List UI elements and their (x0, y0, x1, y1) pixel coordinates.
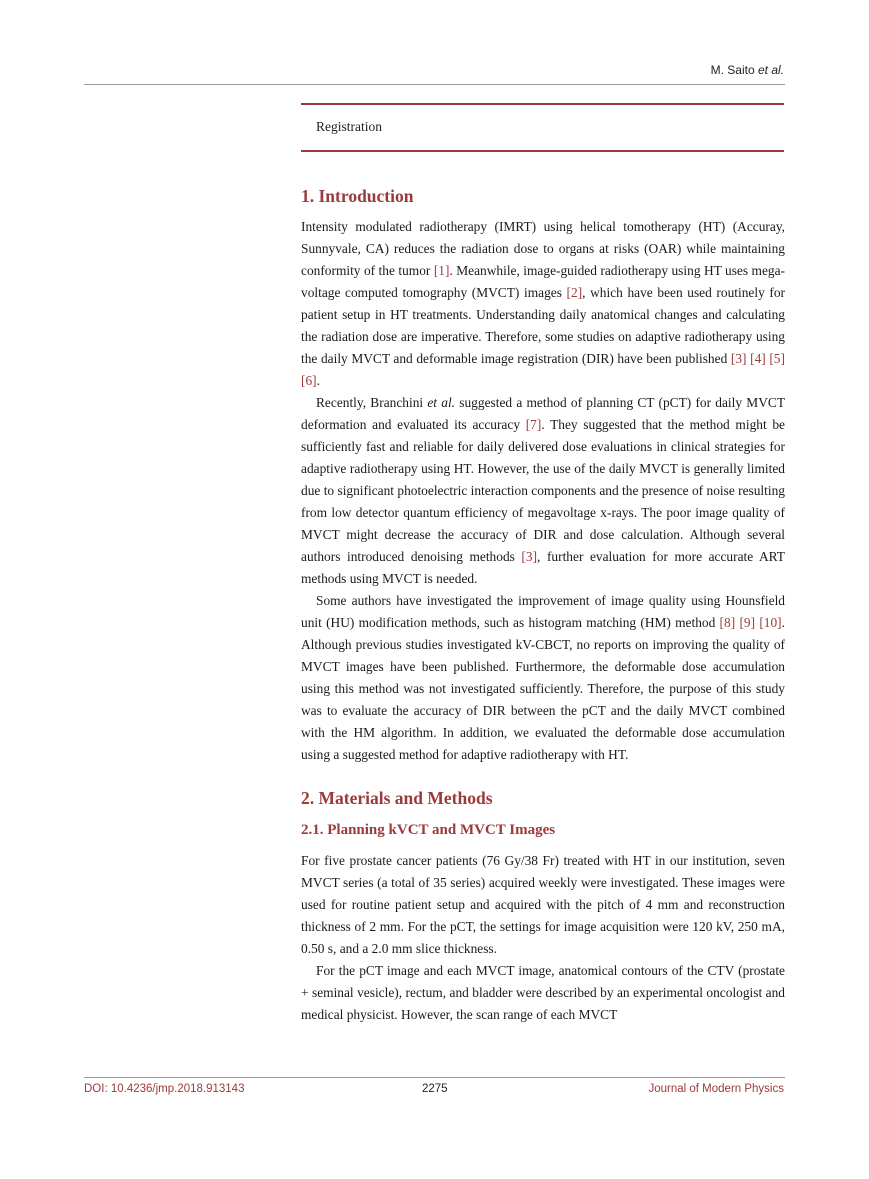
running-header-author (711, 63, 784, 77)
author-suffix: et al. (757, 63, 784, 77)
keywords-box (301, 103, 784, 152)
section-heading-introduction: 1. Introduction (301, 186, 414, 206)
header-divider (84, 84, 785, 85)
keywords-text: Registration (316, 119, 382, 134)
citation-link[interactable]: [3] (730, 351, 747, 366)
methods-paragraph-2: For the pCT image and each MVCT image, anatomical contours of the CTV (prostate + seminal vesicle), rectum, and bladder were described by an experimental oncologist and medical physicist. However, the scan range of each MVCT (301, 963, 785, 1022)
footer-divider (84, 1077, 785, 1078)
author-name: M. Saito (710, 63, 755, 77)
citation-link[interactable]: [8] (719, 615, 736, 630)
citation-link[interactable]: [6] (301, 373, 317, 388)
intro-paragraph-2: Recently, Branchini et al. suggested a method of planning CT (pCT) for daily MVCT deformation and evaluated its accuracy [7]. They suggested that the method might be sufficiently fast and reliable for daily delivered dose evaluations in clinical strategies for adaptive radiotherapy using HT. However, the use of the daily MVCT is generally limited due to significant photoelectric interaction components and the presence of noise resulting from low detector quantum efficiency of megavoltage x-rays. The poor image quality of MVCT might decrease the accuracy of DIR and dose calculation. Although several authors introduced denoising methods [3], further evaluation for more accurate ART methods using MVCT is needed. (301, 395, 785, 586)
citation-link[interactable]: [4] (750, 351, 766, 366)
footer-journal-link[interactable]: Journal of Modern Physics (648, 1083, 784, 1095)
citation-link[interactable]: [10] (759, 615, 782, 630)
article-body (301, 182, 785, 1026)
citation-link[interactable]: [1] (433, 263, 450, 278)
citation-link[interactable]: [2] (566, 285, 583, 300)
citation-link[interactable]: [5] (769, 351, 785, 366)
methods-paragraph-1: For five prostate cancer patients (76 Gy/38 Fr) treated with HT in our institution, seven MVCT series (a total of 35 series) acquired weekly were investigated. These images were used for routine patient setup and acquired with the pitch of 4 mm and reconstruction thickness of 2 mm. For the pCT, the settings for image acquisition were 120 kV, 250 mA, 0.50 s, and a 2.0 mm slice thickness. (301, 853, 785, 956)
page-number: 2275 (422, 1083, 448, 1095)
subsection-heading-images: 2.1. Planning kVCT and MVCT Images (301, 822, 556, 838)
footer-doi-link[interactable]: DOI: 10.4236/jmp.2018.913143 (84, 1083, 245, 1095)
intro-paragraph-1: Intensity modulated radiotherapy (IMRT) using helical tomotherapy (HT) (Accuray, Sunnyvale, CA) reduces the radiation dose to organs at risks (OAR) while maintaining conformity of the tumor [1]. Meanwhile, image-guided radiotherapy using HT uses mega-voltage computed tomography (MVCT) images [2], which have been used routinely for patient setup in HT treatments. Understanding daily anatomical changes and calculating the radiation dose are imperative. Therefore, some studies on adaptive radiotherapy using the daily MVCT and deformable image registration (DIR) have been published [3] [4] [5] [6]. (301, 219, 785, 388)
citation-link[interactable]: [3] (521, 549, 538, 564)
citation-link[interactable]: [9] (739, 615, 756, 630)
intro-paragraph-3: Some authors have investigated the improvement of image quality using Hounsfield unit (HU) modification methods, such as histogram matching (HM) method [8] [9] [10]. Although previous studies investigated kV-CBCT, no reports on improving the quality of MVCT images have been published. Furthermore, the deformable dose accumulation using this method was not investigated sufficiently. Therefore, the purpose of this study was to evaluate the accuracy of DIR between the pCT and the daily MVCT combined with the HM algorithm. In addition, we evaluated the deformable dose accumulation using a suggested method for adaptive radiotherapy with HT. (301, 593, 785, 762)
citation-link[interactable]: [7] (525, 417, 542, 432)
section-heading-methods: 2. Materials and Methods (301, 788, 493, 808)
